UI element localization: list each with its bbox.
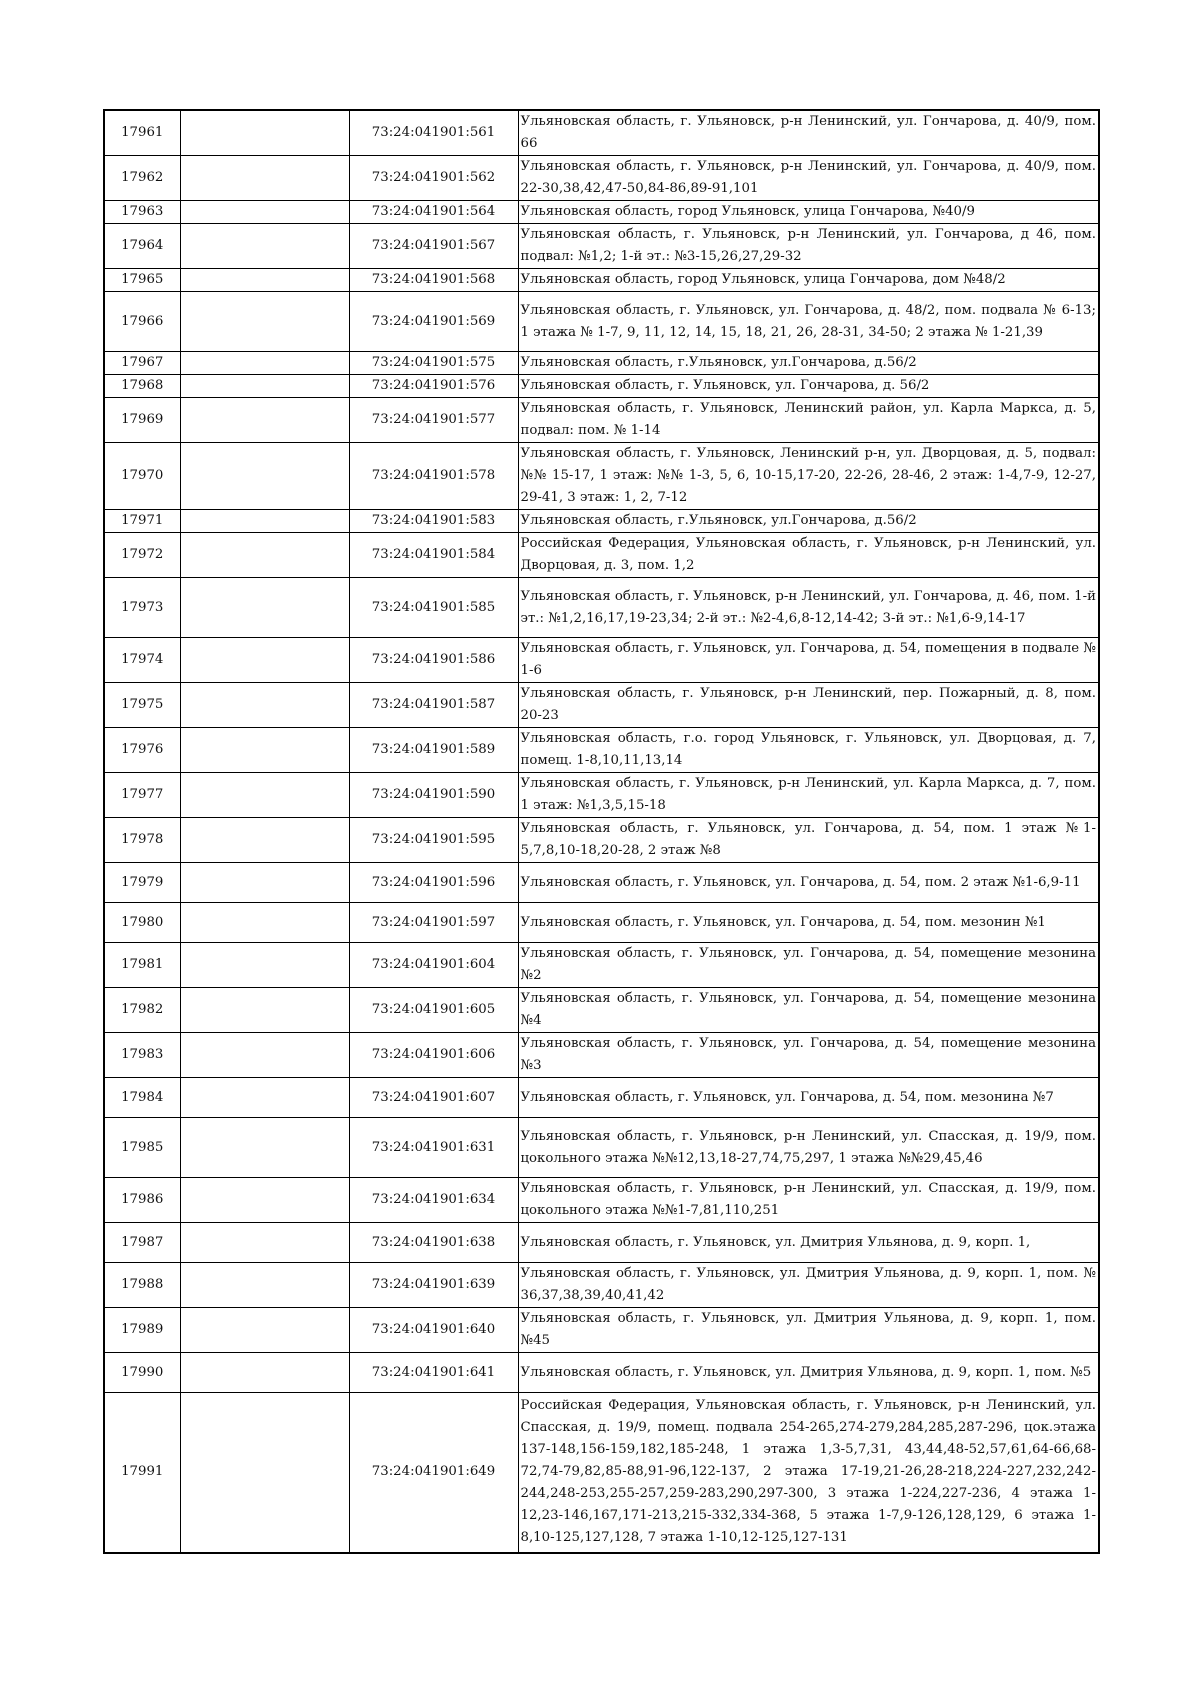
empty-cell <box>180 1393 349 1553</box>
address-cell: Ульяновская область, г.Ульяновск, ул.Гончарова, д.56/2 <box>518 352 1099 375</box>
table-row <box>104 292 1099 352</box>
cadastral-number-cell: 73:24:041901:577 <box>349 398 518 443</box>
table-row <box>104 903 1099 943</box>
cadastral-number-cell: 73:24:041901:604 <box>349 943 518 988</box>
table-row <box>104 988 1099 1033</box>
cadastral-number-cell: 73:24:041901:631 <box>349 1118 518 1178</box>
row-number-cell: 17970 <box>104 443 180 510</box>
table-row <box>104 443 1099 510</box>
cadastral-number-cell: 73:24:041901:578 <box>349 443 518 510</box>
cadastral-number-cell: 73:24:041901:564 <box>349 201 518 224</box>
address-cell: Ульяновская область, г. Ульяновск, ул. Гончарова, д. 54, пом. 2 этаж №1-6,9-11 <box>518 863 1099 903</box>
cadastral-number-cell: 73:24:041901:605 <box>349 988 518 1033</box>
table-row <box>104 1118 1099 1178</box>
cadastral-number-cell: 73:24:041901:641 <box>349 1353 518 1393</box>
cadastral-number-cell: 73:24:041901:576 <box>349 375 518 398</box>
cadastral-number-cell: 73:24:041901:567 <box>349 224 518 269</box>
cadastral-number-cell: 73:24:041901:596 <box>349 863 518 903</box>
address-cell: Российская Федерация, Ульяновская область, г. Ульяновск, р-н Ленинский, ул. Дворцовая, д. 3, пом. 1,2 <box>518 533 1099 578</box>
empty-cell <box>180 773 349 818</box>
address-cell: Ульяновская область, г.о. город Ульяновск, г. Ульяновск, ул. Дворцовая, д. 7, помещ. 1-8,10,11,13,14 <box>518 728 1099 773</box>
table-row <box>104 1393 1099 1553</box>
table-row <box>104 156 1099 201</box>
row-number-cell: 17977 <box>104 773 180 818</box>
table-row <box>104 269 1099 292</box>
empty-cell <box>180 352 349 375</box>
row-number-cell: 17984 <box>104 1078 180 1118</box>
empty-cell <box>180 156 349 201</box>
table-row <box>104 1353 1099 1393</box>
row-number-cell: 17969 <box>104 398 180 443</box>
row-number-cell: 17961 <box>104 110 180 156</box>
cadastral-number-cell: 73:24:041901:649 <box>349 1393 518 1553</box>
row-number-cell: 17988 <box>104 1263 180 1308</box>
cadastral-number-cell: 73:24:041901:634 <box>349 1178 518 1223</box>
row-number-cell: 17979 <box>104 863 180 903</box>
address-cell: Ульяновская область, г. Ульяновск, ул. Дмитрия Ульянова, д. 9, корп. 1, пом. №5 <box>518 1353 1099 1393</box>
empty-cell <box>180 201 349 224</box>
address-cell: Ульяновская область, г. Ульяновск, ул. Дмитрия Ульянова, д. 9, корп. 1, пом. № 36,37,38,39,40,41,42 <box>518 1263 1099 1308</box>
row-number-cell: 17966 <box>104 292 180 352</box>
table-row <box>104 110 1099 156</box>
table-row <box>104 683 1099 728</box>
address-cell: Ульяновская область, г. Ульяновск, ул. Гончарова, д. 54, пом. 1 этаж №1-5,7,8,10-18,20-28, 2 этаж №8 <box>518 818 1099 863</box>
empty-cell <box>180 510 349 533</box>
address-cell: Ульяновская область, г. Ульяновск, Ленинский район, ул. Карла Маркса, д. 5, подвал: пом. № 1-14 <box>518 398 1099 443</box>
table-row <box>104 728 1099 773</box>
empty-cell <box>180 1118 349 1178</box>
table-row <box>104 224 1099 269</box>
empty-cell <box>180 1033 349 1078</box>
row-number-cell: 17973 <box>104 578 180 638</box>
row-number-cell: 17981 <box>104 943 180 988</box>
empty-cell <box>180 988 349 1033</box>
empty-cell <box>180 818 349 863</box>
cadastral-number-cell: 73:24:041901:575 <box>349 352 518 375</box>
table-row <box>104 1078 1099 1118</box>
row-number-cell: 17962 <box>104 156 180 201</box>
address-cell: Ульяновская область, г. Ульяновск, Ленинский р-н, ул. Дворцовая, д. 5, подвал: №№ 15-17, 1 этаж: №№ 1-3, 5, 6, 10-15,17-20, 22-26, 28-46, 2 этаж: 1-4,7-9, 12-27, 29-41, 3 этаж: 1, 2, 7-12 <box>518 443 1099 510</box>
cadastral-number-cell: 73:24:041901:562 <box>349 156 518 201</box>
empty-cell <box>180 903 349 943</box>
row-number-cell: 17971 <box>104 510 180 533</box>
address-cell: Ульяновская область, г. Ульяновск, ул. Гончарова, д. 54, помещение мезонина №2 <box>518 943 1099 988</box>
table-row <box>104 863 1099 903</box>
address-cell: Ульяновская область, г. Ульяновск, ул. Дмитрия Ульянова, д. 9, корп. 1, пом. №45 <box>518 1308 1099 1353</box>
address-cell: Ульяновская область, г. Ульяновск, р-н Ленинский, ул. Гончарова, д. 40/9, пом. 66 <box>518 110 1099 156</box>
table-row <box>104 1308 1099 1353</box>
table-row <box>104 533 1099 578</box>
empty-cell <box>180 269 349 292</box>
cadastral-number-cell: 73:24:041901:638 <box>349 1223 518 1263</box>
empty-cell <box>180 110 349 156</box>
cadastral-number-cell: 73:24:041901:590 <box>349 773 518 818</box>
row-number-cell: 17990 <box>104 1353 180 1393</box>
cadastral-number-cell: 73:24:041901:607 <box>349 1078 518 1118</box>
cadastral-number-cell: 73:24:041901:587 <box>349 683 518 728</box>
address-cell: Ульяновская область, г. Ульяновск, ул. Гончарова, д. 54, пом. мезонин №1 <box>518 903 1099 943</box>
address-cell: Ульяновская область, г. Ульяновск, р-н Ленинский, ул. Карла Маркса, д. 7, пом. 1 этаж: №1,3,5,15-18 <box>518 773 1099 818</box>
cadastral-number-cell: 73:24:041901:569 <box>349 292 518 352</box>
address-cell: Ульяновская область, город Ульяновск, улица Гончарова, №40/9 <box>518 201 1099 224</box>
cadastral-number-cell: 73:24:041901:586 <box>349 638 518 683</box>
row-number-cell: 17991 <box>104 1393 180 1553</box>
cadastral-number-cell: 73:24:041901:597 <box>349 903 518 943</box>
row-number-cell: 17965 <box>104 269 180 292</box>
cadastral-number-cell: 73:24:041901:583 <box>349 510 518 533</box>
row-number-cell: 17985 <box>104 1118 180 1178</box>
row-number-cell: 17974 <box>104 638 180 683</box>
empty-cell <box>180 863 349 903</box>
empty-cell <box>180 1223 349 1263</box>
cadastral-number-cell: 73:24:041901:561 <box>349 110 518 156</box>
table-row <box>104 773 1099 818</box>
cadastral-number-cell: 73:24:041901:639 <box>349 1263 518 1308</box>
row-number-cell: 17986 <box>104 1178 180 1223</box>
cadastral-number-cell: 73:24:041901:606 <box>349 1033 518 1078</box>
registry-table <box>103 109 1100 1554</box>
address-cell: Ульяновская область, г.Ульяновск, ул.Гончарова, д.56/2 <box>518 510 1099 533</box>
empty-cell <box>180 1308 349 1353</box>
cadastral-number-cell: 73:24:041901:584 <box>349 533 518 578</box>
empty-cell <box>180 638 349 683</box>
empty-cell <box>180 1078 349 1118</box>
empty-cell <box>180 1353 349 1393</box>
row-number-cell: 17968 <box>104 375 180 398</box>
registry-table-body <box>104 110 1099 1553</box>
address-cell: Ульяновская область, г. Ульяновск, р-н Ленинский, ул. Гончарова, д. 40/9, пом. 22-30,38,42,47-50,84-86,89-91,101 <box>518 156 1099 201</box>
row-number-cell: 17964 <box>104 224 180 269</box>
row-number-cell: 17982 <box>104 988 180 1033</box>
table-row <box>104 352 1099 375</box>
row-number-cell: 17980 <box>104 903 180 943</box>
empty-cell <box>180 224 349 269</box>
row-number-cell: 17976 <box>104 728 180 773</box>
address-cell: Ульяновская область, г. Ульяновск, ул. Гончарова, д. 54, помещения в подвале № 1-6 <box>518 638 1099 683</box>
cadastral-number-cell: 73:24:041901:568 <box>349 269 518 292</box>
address-cell: Ульяновская область, г. Ульяновск, ул. Гончарова, д. 56/2 <box>518 375 1099 398</box>
address-cell: Ульяновская область, г. Ульяновск, ул. Гончарова, д. 54, помещение мезонина №3 <box>518 1033 1099 1078</box>
cadastral-number-cell: 73:24:041901:585 <box>349 578 518 638</box>
empty-cell <box>180 943 349 988</box>
cadastral-number-cell: 73:24:041901:589 <box>349 728 518 773</box>
empty-cell <box>180 533 349 578</box>
row-number-cell: 17989 <box>104 1308 180 1353</box>
table-row <box>104 375 1099 398</box>
empty-cell <box>180 398 349 443</box>
empty-cell <box>180 1178 349 1223</box>
table-row <box>104 201 1099 224</box>
empty-cell <box>180 292 349 352</box>
table-row <box>104 1223 1099 1263</box>
table-row <box>104 578 1099 638</box>
address-cell: Ульяновская область, г. Ульяновск, р-н Ленинский, ул. Гончарова, д 46, пом. подвал: №1,2; 1-й эт.: №3-15,26,27,29-32 <box>518 224 1099 269</box>
address-cell: Ульяновская область, г. Ульяновск, ул. Дмитрия Ульянова, д. 9, корп. 1, <box>518 1223 1099 1263</box>
row-number-cell: 17987 <box>104 1223 180 1263</box>
address-cell: Российская Федерация, Ульяновская область, г. Ульяновск, р-н Ленинский, ул. Спасская, д. 19/9, помещ. подвала 254-265,274-279,284,285,287-296, цок.этажа 137-148,156-159,182,185-248, 1 этажа 1,3-5,7,31, 43,44,48-52,57,61,64-66,68-72,74-79,82,85-88,91-96,122-137, 2 этажа 17-19,21-26,28-218,224-227,232,242-244,248-253,255-257,259-283,290,297-300, 3 этажа 1-224,227-236, 4 этажа 1-12,23-146,167,171-213,215-332,334-368, 5 этажа 1-7,9-126,128,129, 6 этажа 1-8,10-125,127,128, 7 этажа 1-10,12-125,127-131 <box>518 1393 1099 1553</box>
empty-cell <box>180 375 349 398</box>
address-cell: Ульяновская область, г. Ульяновск, р-н Ленинский, ул. Гончарова, д. 46, пом. 1-й эт.: №1,2,16,17,19-23,34; 2-й эт.: №2-4,6,8-12,14-42; 3-й эт.: №1,6-9,14-17 <box>518 578 1099 638</box>
row-number-cell: 17978 <box>104 818 180 863</box>
row-number-cell: 17972 <box>104 533 180 578</box>
row-number-cell: 17963 <box>104 201 180 224</box>
address-cell: Ульяновская область, город Ульяновск, улица Гончарова, дом №48/2 <box>518 269 1099 292</box>
cadastral-number-cell: 73:24:041901:595 <box>349 818 518 863</box>
row-number-cell: 17983 <box>104 1033 180 1078</box>
table-row <box>104 398 1099 443</box>
table-row <box>104 638 1099 683</box>
empty-cell <box>180 443 349 510</box>
table-row <box>104 943 1099 988</box>
table-row <box>104 1178 1099 1223</box>
cadastral-number-cell: 73:24:041901:640 <box>349 1308 518 1353</box>
address-cell: Ульяновская область, г. Ульяновск, р-н Ленинский, ул. Спасская, д. 19/9, пом. цокольного этажа №№1-7,81,110,251 <box>518 1178 1099 1223</box>
empty-cell <box>180 728 349 773</box>
table-row <box>104 1033 1099 1078</box>
address-cell: Ульяновская область, г. Ульяновск, р-н Ленинский, пер. Пожарный, д. 8, пом. 20-23 <box>518 683 1099 728</box>
empty-cell <box>180 578 349 638</box>
address-cell: Ульяновская область, г. Ульяновск, р-н Ленинский, ул. Спасская, д. 19/9, пом. цокольного этажа №№12,13,18-27,74,75,297, 1 этажа №№29,45,46 <box>518 1118 1099 1178</box>
address-cell: Ульяновская область, г. Ульяновск, ул. Гончарова, д. 54, помещение мезонина №4 <box>518 988 1099 1033</box>
row-number-cell: 17967 <box>104 352 180 375</box>
table-row <box>104 818 1099 863</box>
address-cell: Ульяновская область, г. Ульяновск, ул. Гончарова, д. 54, пом. мезонина №7 <box>518 1078 1099 1118</box>
empty-cell <box>180 683 349 728</box>
empty-cell <box>180 1263 349 1308</box>
table-row <box>104 510 1099 533</box>
address-cell: Ульяновская область, г. Ульяновск, ул. Гончарова, д. 48/2, пом. подвала № 6-13; 1 этажа № 1-7, 9, 11, 12, 14, 15, 18, 21, 26, 28-31, 34-50; 2 этажа № 1-21,39 <box>518 292 1099 352</box>
table-row <box>104 1263 1099 1308</box>
row-number-cell: 17975 <box>104 683 180 728</box>
